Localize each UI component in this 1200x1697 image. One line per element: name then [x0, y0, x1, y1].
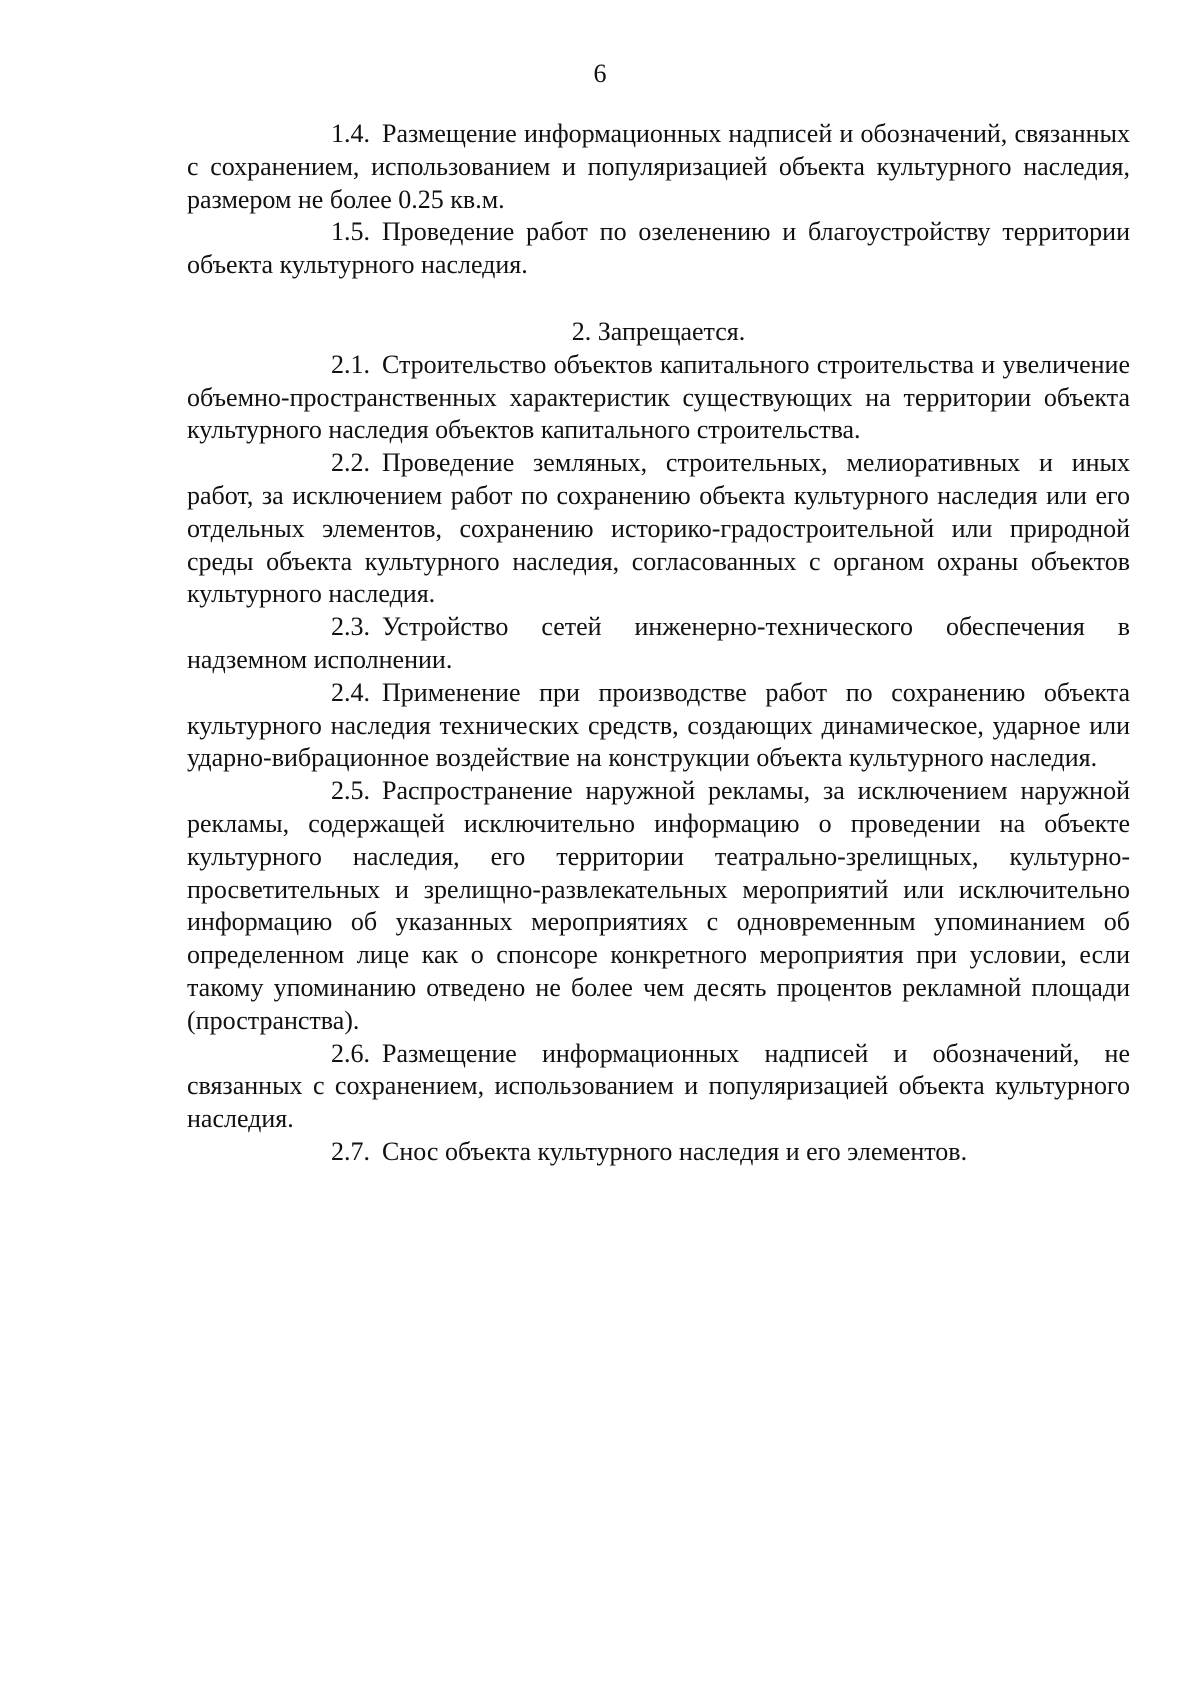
clause-number: 2.2. [331, 448, 370, 478]
clause-number: 1.5. [331, 217, 370, 247]
clause-1-5 [187, 216, 1130, 282]
clause-number: 1.4. [331, 119, 370, 148]
clause-number: 2.7. [331, 1136, 370, 1166]
clause-number: 2.6. [331, 1038, 370, 1068]
clause-number: 2.1. [331, 349, 370, 379]
clause-text: Снос объекта культурного наследия и его элементов. [382, 1136, 968, 1166]
page-number: 6 [593, 59, 607, 88]
clause-2-7 [187, 1136, 1130, 1169]
clause-2-1 [187, 349, 1130, 447]
document-body [187, 118, 1130, 1169]
clause-text: Устройство сетей инженерно-технического обеспечения в надземном исполнении. [187, 612, 1130, 674]
clause-2-3 [187, 611, 1130, 677]
clause-text: Применение при производстве работ по сохранению объекта культурного наследия технических средств, создающих динамическое, ударное или ударно-вибрационное воздействие на конструкции объекта культурного наследия. [187, 677, 1130, 773]
clause-number: 2.5. [331, 776, 370, 806]
clause-2-5 [187, 775, 1130, 1037]
clause-text: Размещение информационных надписей и обозначений, не связанных с сохранением, использованием и популяризацией объекта культурного наследия. [187, 1038, 1130, 1134]
clause-1-4 [187, 118, 1130, 216]
clause-text: Проведение работ по озеленению и благоустройству территории объекта культурного наследия. [187, 217, 1130, 280]
clause-text: Строительство объектов капитального строительства и увеличение объемно-пространственных характеристик существующих на территории объекта культурного наследия объектов капитального строительства. [187, 349, 1130, 445]
clause-text: Распространение наружной рекламы, за исключением наружной рекламы, содержащей исключительно информацию о проведении на объекте культурного наследия, его территории театрально-зрелищных, культурно-просветительных и зрелищно-развлекательных мероприятий или исключительно информацию об указанных мероприятиях с одновременным упоминанием об определенном лице как о спонсоре конкретного мероприятия при условии, если такому упоминанию отведено не более чем десять процентов рекламной площади (пространства). [187, 776, 1130, 1035]
clause-text: Проведение земляных, строительных, мелиоративных и иных работ, за исключением работ по сохранению объекта культурного наследия или его отдельных элементов, сохранению историко-градостроительной или природной среды объекта культурного наследия, согласованных с органом охраны объектов культурного наследия. [187, 448, 1130, 609]
clause-number: 2.3. [331, 612, 370, 642]
section-heading: 2. Запрещается. [571, 316, 746, 346]
clause-2-6 [187, 1038, 1130, 1136]
clause-2-2 [187, 447, 1130, 611]
clause-text: Размещение информационных надписей и обозначений, связанных с сохранением, использованием и популяризацией объекта культурного наследия, размером не более 0.25 кв.м. [187, 119, 1130, 214]
clause-number: 2.4. [331, 677, 370, 707]
clause-2-4 [187, 677, 1130, 775]
